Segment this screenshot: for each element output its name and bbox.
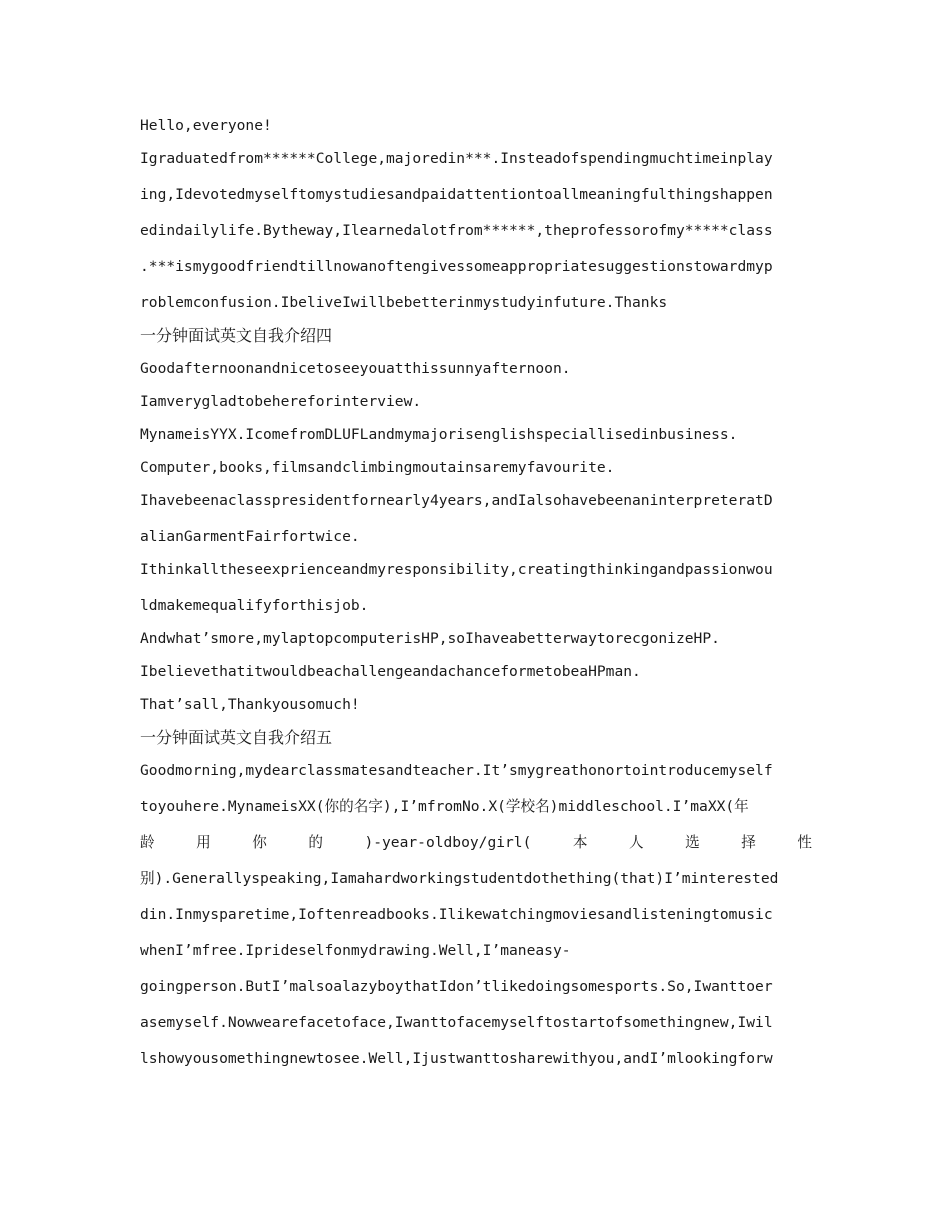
justified-word: 性 [797, 834, 812, 851]
text-line: That’sall,Thankyousomuch! [140, 696, 360, 713]
section-heading-5: 一分钟面试英文自我介绍五 [140, 728, 333, 747]
text-line: IbelievethatitwouldbeachallengeandachanceformetobeaHPman. [140, 663, 641, 680]
justified-word: 人 [628, 834, 644, 851]
text-line: Igraduatedfrom******College,majoredin***.Insteadofspendingmuchtimeinplay [140, 150, 773, 167]
text-line: toyouhere.MynameisXX(你的名字),I’mfromNo.X(学校名)middleschool.I’maXX(年 [140, 798, 749, 815]
text-line: alianGarmentFairfortwice. [140, 528, 360, 545]
text-line: ldmakemequalifyforthisjob. [140, 597, 369, 614]
text-line: goingperson.ButI’malsoalazyboythatIdon’tlikedoingsomesports.So,Iwanttoer [140, 978, 773, 995]
text-line: whenI’mfree.Iprideselfonmydrawing.Well,I’maneasy- [140, 942, 571, 959]
text-line: MynameisYYX.IcomefromDLUFLandmymajorisenglishspeciallisedinbusiness. [140, 426, 738, 443]
text-line: .***ismygoodfriendtillnowanoftengivessomeappropriatesuggestionstowardmyp [140, 258, 773, 275]
text-line: Computer,books,filmsandclimbingmoutainsaremyfavourite. [140, 459, 615, 476]
text-line: Goodafternoonandnicetoseeyouatthissunnyafternoon. [140, 360, 571, 377]
text-line: roblemconfusion.IbeliveIwillbebetterinmystudyinfuture.Thanks [140, 294, 668, 311]
text-line: 别).Generallyspeaking,Iamahardworkingstudentdothething(that)I’minterested [140, 870, 779, 887]
text-line: lshowyousomethingnewtosee.Well,Ijustwanttosharewithyou,andI’mlookingforw [140, 1050, 773, 1067]
text-line: Andwhat’smore,mylaptopcomputerisHP,soIhaveabetterwaytorecgonizeHP. [140, 630, 720, 647]
text-line: ing,Idevotedmyselftomystudiesandpaidattentiontoallmeaningfulthingshappen [140, 186, 773, 203]
justified-word: )-year-oldboy/girl( [364, 834, 532, 851]
justified-word: 龄 [140, 834, 155, 851]
text-line: asemyself.Nowwearefacetoface,Iwanttofacemyselftostartofsomethingnew,Iwil [140, 1014, 773, 1031]
justified-word: 你 [252, 834, 267, 851]
text-line: Goodmorning,mydearclassmatesandteacher.It’smygreathonortointroducemyself [140, 762, 773, 779]
text-line: Ihavebeenaclasspresidentfornearly4years,andIalsohavebeenaninterpreteratD [140, 492, 773, 509]
justified-word: 选 [685, 834, 700, 851]
text-line: din.Inmysparetime,Ioftenreadbooks.Ilikewatchingmoviesandlisteningtomusic [140, 906, 773, 923]
document-body [140, 114, 812, 1083]
justified-word: 本 [572, 834, 588, 851]
text-line: edindailylife.Bytheway,Ilearnedalotfrom******,theprofessorofmy*****class [140, 222, 773, 239]
text-line: Iamverygladtobehereforinterview. [140, 393, 422, 410]
justified-word: 的 [308, 834, 323, 851]
greeting-line: Hello,everyone! [140, 117, 272, 134]
justified-line [140, 831, 812, 855]
text-line: Ithinkalltheseexprienceandmyresponsibility,creatingthinkingandpassionwou [140, 561, 773, 578]
section-heading-4: 一分钟面试英文自我介绍四 [140, 326, 333, 345]
justified-word: 择 [741, 834, 756, 851]
justified-word: 用 [196, 834, 211, 851]
